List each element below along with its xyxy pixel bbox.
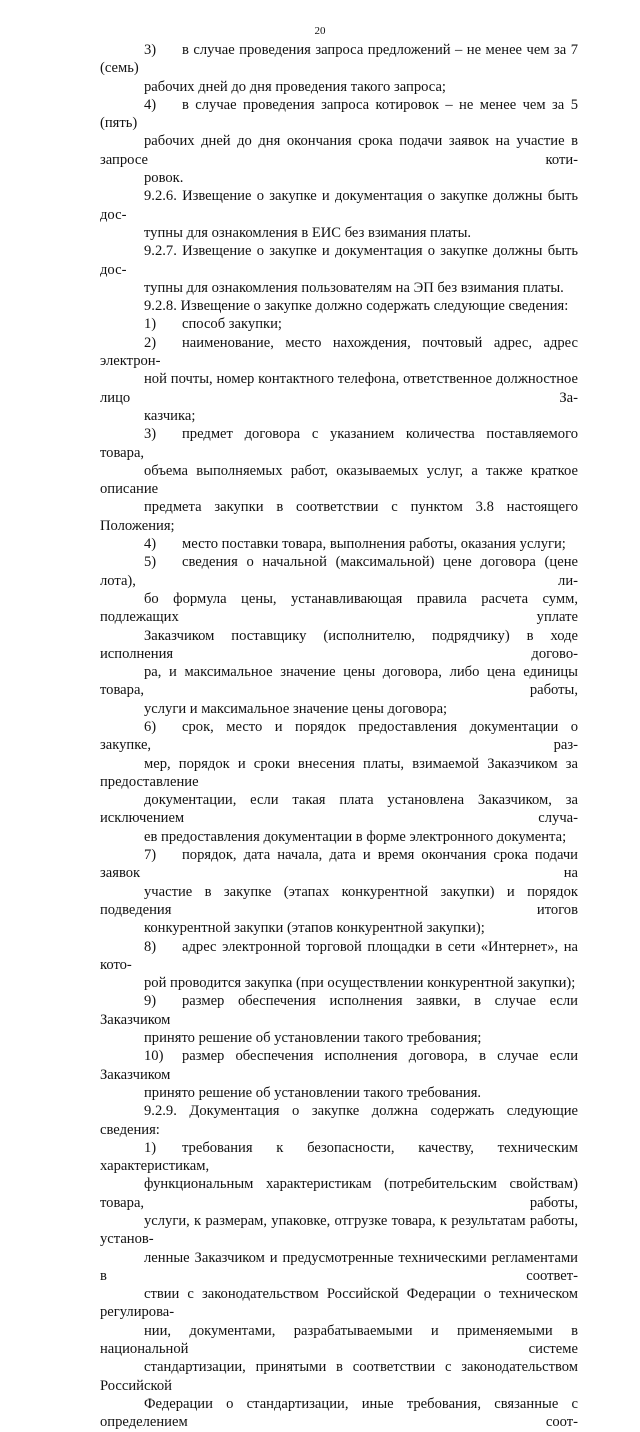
line-text: тупны для ознакомления пользователям на ЭП без взимания платы. [144, 279, 564, 296]
item-number: 2) [144, 334, 157, 351]
text-line [100, 279, 578, 297]
line-text: мер, порядок и сроки внесения платы, взимаемой Заказчиком за предоставление [100, 755, 578, 790]
text-line [100, 755, 578, 792]
text-line [100, 132, 578, 169]
text-line [100, 992, 578, 1029]
line-text: порядок, дата начала, дата и время окончания срока подачи заявок на [100, 847, 578, 882]
item-number: 3) [144, 426, 157, 443]
text-line [100, 1102, 578, 1139]
line-text: бо формула цены, устанавливающая правила расчета сумм, подлежащих уплате [100, 590, 578, 626]
line-text: документации, если такая плата установлена Заказчиком, за исключением случа- [100, 792, 578, 827]
line-text: рабочих дней до дня проведения такого запроса; [144, 78, 446, 95]
text-line [100, 407, 578, 425]
text-line [100, 187, 578, 224]
line-text: ровок. [144, 170, 184, 187]
line-text: услуги и максимальное значение цены договора; [144, 700, 448, 717]
text-line [100, 334, 578, 371]
line-text: принято решение об установлении такого требования; [144, 1030, 482, 1047]
text-line [100, 462, 578, 499]
text-line [100, 78, 578, 96]
item-number: 5) [144, 554, 157, 571]
item-number: 1) [144, 316, 157, 333]
document-body [100, 41, 578, 1432]
item-number: 8) [144, 938, 157, 955]
line-text: нии, документами, разрабатываемыми и применяемыми в национальной системе [100, 1322, 578, 1358]
line-text: место поставки товара, выполнения работы, оказания услуги; [182, 536, 566, 553]
text-line [100, 1175, 578, 1212]
line-text: участие в закупке (этапах конкурентной закупки) и порядок подведения итогов [100, 883, 578, 918]
text-line [100, 938, 578, 975]
text-line [100, 846, 578, 883]
line-text: требования к безопасности, качеству, техническим характеристикам, [100, 1139, 578, 1175]
text-line [100, 828, 578, 846]
line-text: стандартизации, принятыми в соответствии с законодательством Российской [100, 1359, 578, 1394]
line-text: сведения о начальной (максимальной) цене договора (цене лота), ли- [100, 554, 578, 589]
line-text: рабочих дней до дня окончания срока подачи заявок на участие в запросе коти- [100, 133, 578, 168]
text-line [100, 425, 578, 462]
text-line [100, 791, 578, 828]
text-line [100, 315, 578, 333]
item-number: 10) [144, 1048, 164, 1065]
text-line [100, 974, 578, 992]
text-line [100, 297, 578, 315]
item-number: 3) [144, 42, 157, 58]
item-number: 6) [144, 718, 157, 735]
line-text: тупны для ознакомления в ЕИС без взимания платы. [144, 224, 472, 241]
line-text: ленные Заказчиком и предусмотренные техническими регламентами в соответ- [100, 1249, 578, 1284]
text-line [100, 663, 578, 700]
text-line [100, 553, 578, 590]
text-line [100, 1139, 578, 1176]
text-line [100, 627, 578, 664]
line-text: ев предоставления документации в форме электронного документа; [144, 828, 567, 845]
line-text: ствии с законодательством Российской Федерации о техническом регулирова- [100, 1286, 578, 1321]
line-text: 9.2.6. Извещение о закупке и документация о закупке должны быть дос- [100, 188, 578, 223]
text-line [100, 1047, 578, 1084]
text-line [100, 718, 578, 755]
text-line [100, 535, 578, 553]
text-line [100, 169, 578, 187]
text-line [100, 700, 578, 718]
text-line [100, 498, 578, 535]
line-text: казчика; [144, 407, 196, 424]
item-number: 1) [144, 1139, 157, 1156]
line-text: размер обеспечения исполнения договора, в случае если Заказчиком [100, 1048, 578, 1083]
line-text: Федерации о стандартизации, иные требования, связанные с определением соот- [100, 1395, 578, 1431]
text-line [100, 1029, 578, 1047]
page-number: 20 [314, 25, 326, 37]
line-text: срок, место и порядок предоставления документации о закупке, раз- [100, 718, 578, 754]
item-number: 4) [144, 96, 157, 113]
text-line [100, 883, 578, 920]
line-text: функциональным характеристикам (потребительским свойствам) товара, работы, [100, 1176, 578, 1211]
line-text: ной почты, номер контактного телефона, ответственное должностное лицо За- [100, 371, 578, 406]
text-line [100, 1395, 578, 1432]
text-line [100, 919, 578, 937]
text-line [100, 1358, 578, 1395]
text-line [100, 1249, 578, 1286]
line-text: 9.2.8. Извещение о закупке должно содержать следующие сведения: [144, 298, 569, 315]
line-text: способ закупки; [182, 316, 282, 333]
item-number: 4) [144, 536, 157, 553]
text-line [100, 96, 578, 133]
line-text: принято решение об установлении такого требования. [144, 1084, 482, 1101]
line-text: предмета закупки в соответствии с пунктом 3.8 настоящего Положения; [100, 499, 578, 534]
line-text: в случае проведения запроса котировок – не менее чем за 5 (пять) [100, 96, 578, 132]
line-text: конкурентной закупки (этапов конкурентной закупки); [144, 920, 485, 937]
line-text: 9.2.7. Извещение о закупке и документация о закупке должны быть дос- [100, 243, 578, 278]
text-line [100, 41, 578, 78]
line-text: услуги, к размерам, упаковке, отгрузке товара, к результатам работы, установ- [100, 1213, 578, 1248]
text-line [100, 1322, 578, 1359]
text-line [100, 224, 578, 242]
line-text: адрес электронной торговой площадки в сети «Интернет», на кото- [100, 938, 578, 973]
text-line [100, 1084, 578, 1102]
line-text: предмет договора с указанием количества поставляемого товара, [100, 426, 578, 461]
line-text: объема выполняемых работ, оказываемых услуг, а также краткое описание [100, 462, 578, 498]
item-number: 7) [144, 847, 157, 864]
line-text: Заказчиком поставщику (исполнителю, подрядчику) в ходе исполнения догово- [100, 627, 578, 662]
text-line [100, 590, 578, 627]
line-text: рой проводится закупка (при осуществлении конкурентной закупки); [144, 975, 576, 992]
line-text: в случае проведения запроса предложений – не менее чем за 7 (семь) [100, 42, 578, 77]
item-number: 9) [144, 993, 157, 1010]
line-text: 9.2.9. Документация о закупке должна содержать следующие сведения: [100, 1103, 578, 1138]
text-line [100, 370, 578, 407]
line-text: ра, и максимальное значение цены договора, либо цена единицы товара, работы, [100, 664, 578, 699]
line-text: наименование, место нахождения, почтовый адрес, адрес электрон- [100, 334, 578, 370]
text-line [100, 1212, 578, 1249]
line-text: размер обеспечения исполнения заявки, в случае если Заказчиком [100, 993, 578, 1028]
text-line [100, 1285, 578, 1322]
text-line [100, 242, 578, 279]
